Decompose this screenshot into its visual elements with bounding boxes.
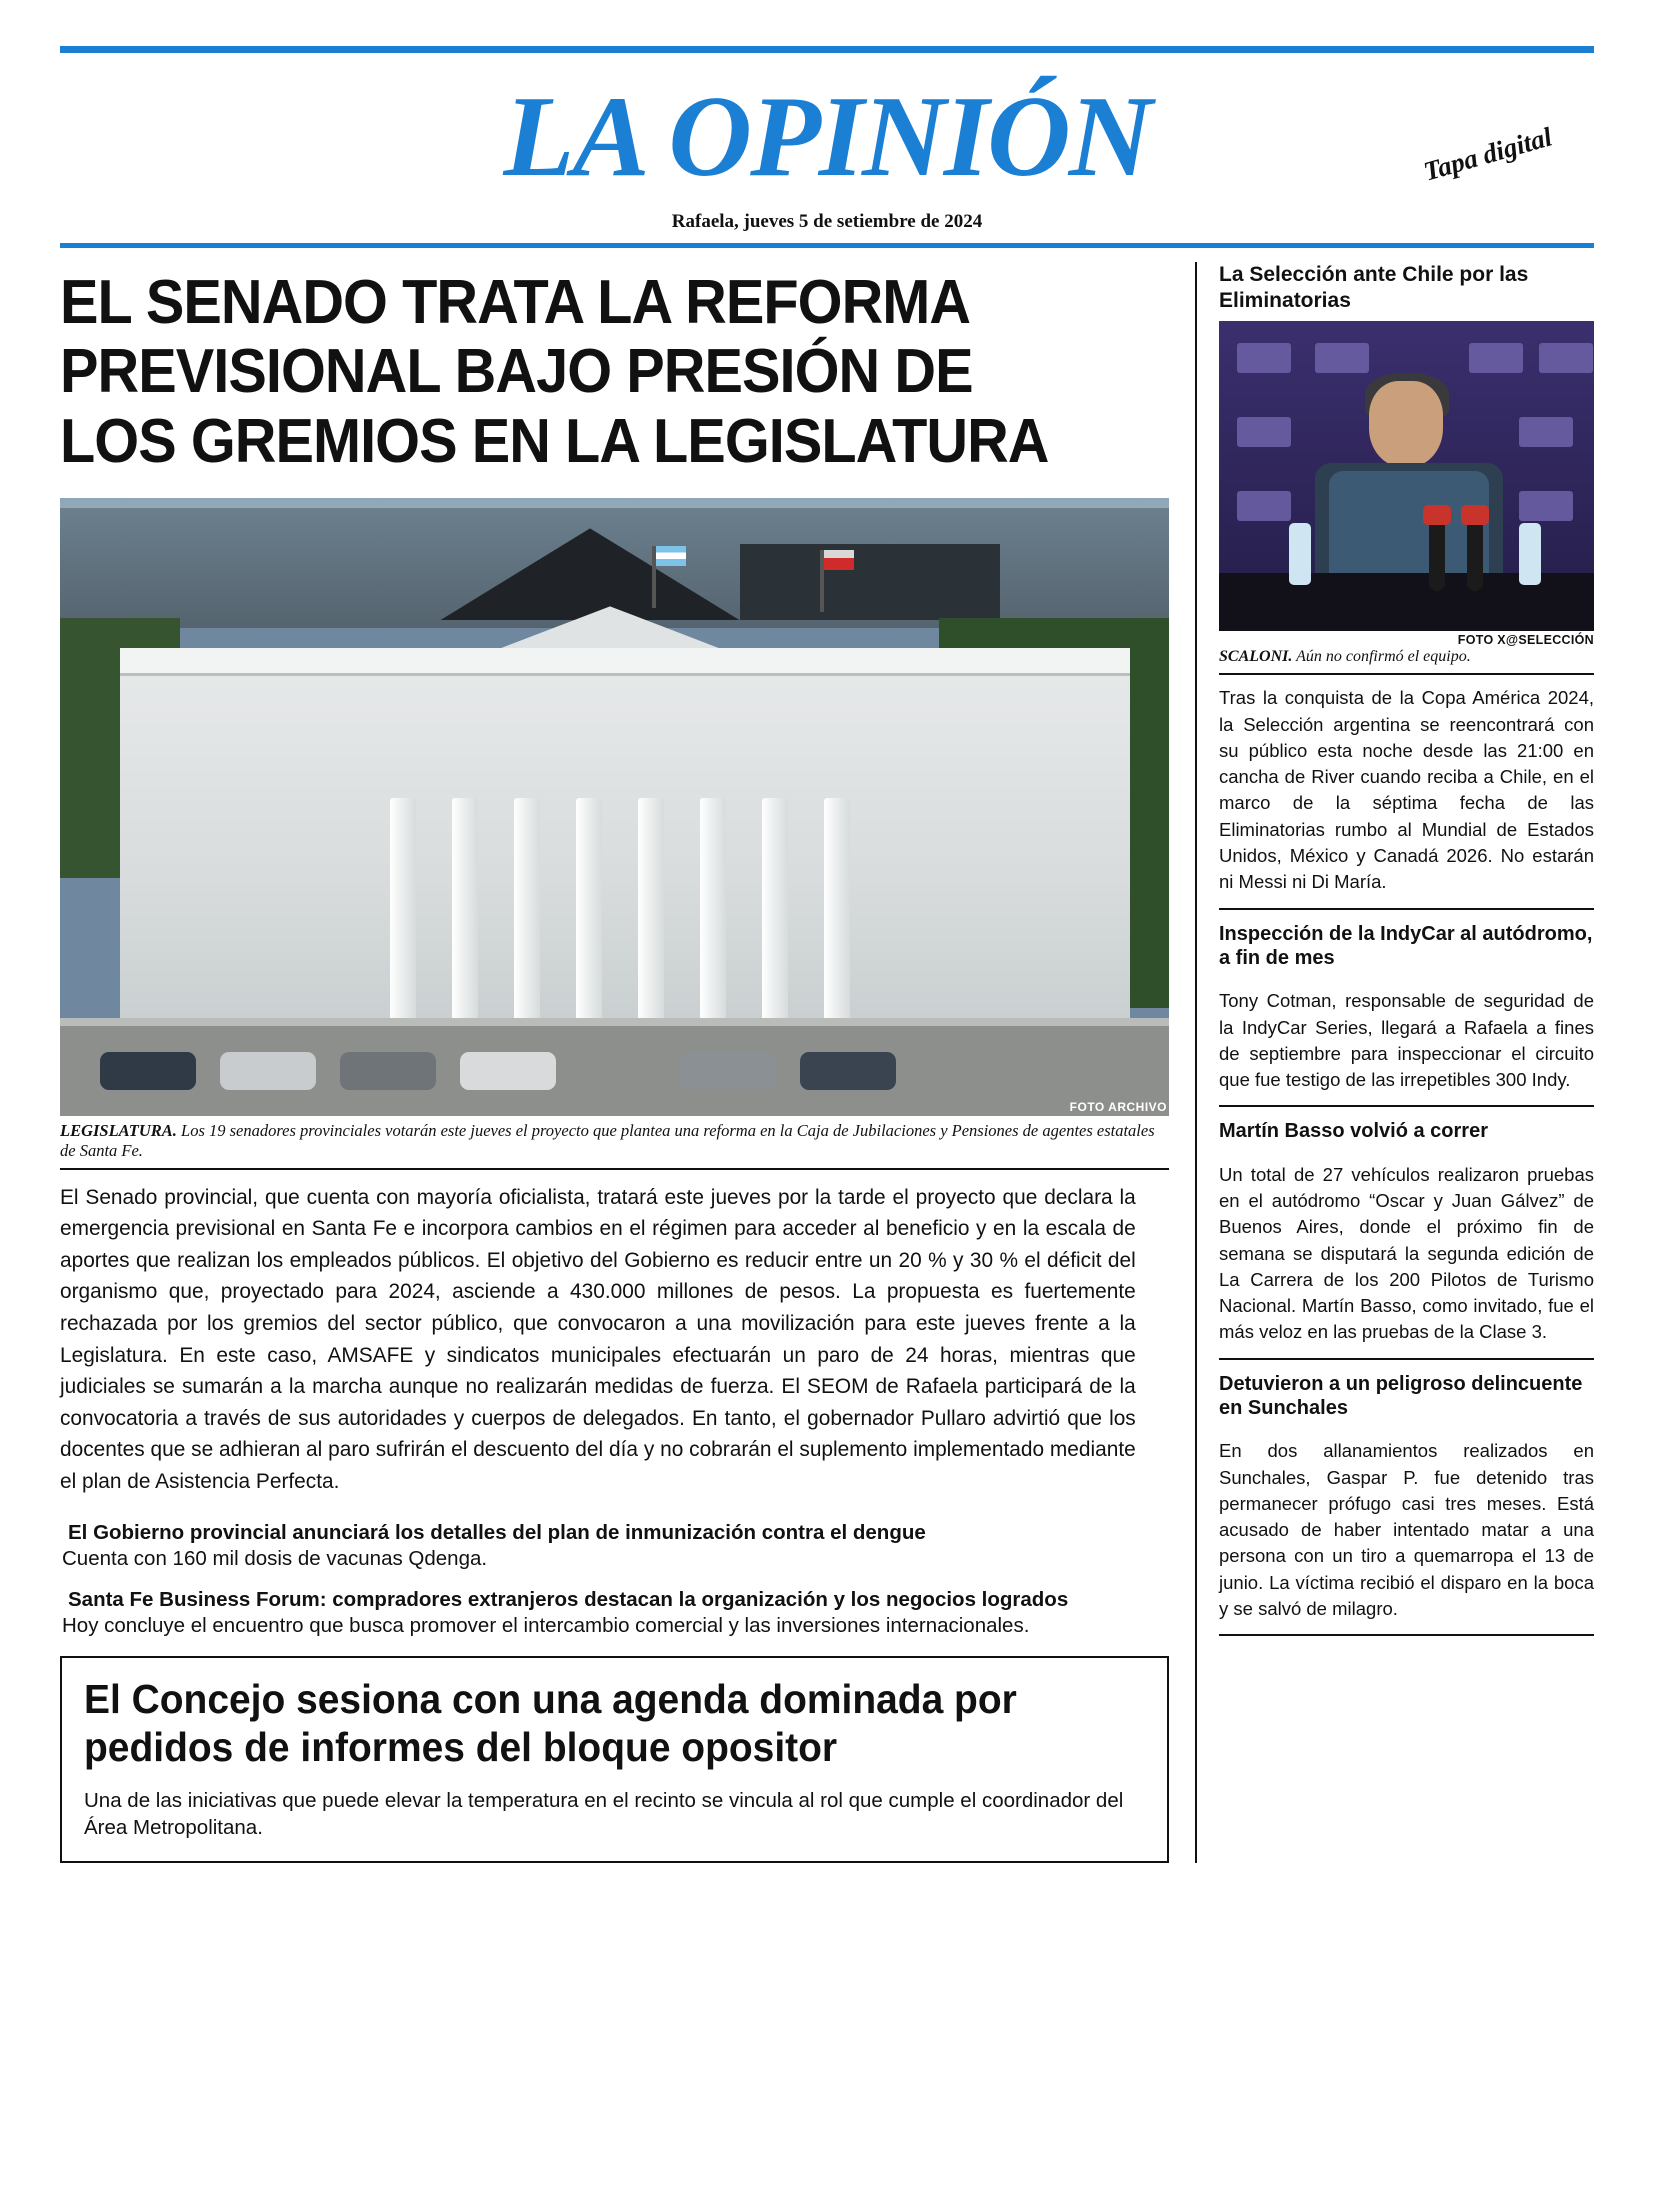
- sidebar-item-body: Un total de 27 vehículos realizaron pruebas en el autódromo “Oscar y Juan Gálvez” de Buenos Aires, donde el próximo fin de semana se disputará la segunda edición de La Carrera de los 200 Pilotos de Turismo Nacional. Martín Basso, como invitado, fue el más veloz en las pruebas de la Clase 3.: [1219, 1152, 1594, 1360]
- photo-credit: FOTO ARCHIVO: [1069, 1100, 1167, 1115]
- photo-car: [680, 1052, 776, 1090]
- photo-flag-santafe: [820, 550, 824, 612]
- sidebar-photo-caption: [1219, 647, 1594, 675]
- brief-subtext: Cuenta con 160 mil dosis de vacunas Qdenga.: [62, 1547, 488, 1571]
- brief-headline: Santa Fe Business Forum: compradores extranjeros destacan la organización y los negocios logrados: [68, 1587, 1069, 1611]
- article-body: El Senado provincial, que cuenta con mayoría oficialista, tratará este jueves por la tarde el proyecto que declara la emergencia previsional en Santa Fe e incorpora cambios en el régimen para acceder al beneficio y en la escala de aportes que realizan los empleados públicos. El objetivo del Gobierno es reducir entre un 20 % y 30 % el déficit del organismo que, proyectado para 2024, asciende a 430.000 millones de pesos. La propuesta es fuertemente rechazada por los gremios del sector público, que convocaron a una movilización para este jueves frente a la Legislatura. En este caso, AMSAFE y sindicatos municipales efectuarán un paro de 24 horas, mientras que judiciales se sumarán a la marcha aunque no realizarán medidas de fuerza. El SEOM de Rafaela participará de la convocatoria a través de sus autoridades y cuerpos de delegados. En tanto, el gobernador Pullaro advirtió que los docentes que se adhieran al paro sufrirán el descuento del día y no cobrarán el suplemento implementado mediante el plan de Asistencia Perfecta.: [60, 1184, 1136, 1493]
- sidebar-item-body: En dos allanamientos realizados en Sunchales, Gaspar P. fue detenido tras permanecer prófugo casi tres meses. Está acusado de haber intentado matar a una persona con un tiro a quemarropa el 13 de junio. La víctima recibió el disparo en la boca y se salvó de milagro.: [1219, 1428, 1594, 1636]
- water-bottle: [1289, 523, 1311, 585]
- photo-columns: [390, 798, 860, 1028]
- sidebar-item-body: Tony Cotman, responsable de seguridad de la IndyCar Series, llegará a Rafaela a fines de septiembre para inspeccionar el circuito que fue testigo de las irrepetibles 300 Indy.: [1219, 978, 1594, 1107]
- brief-item[interactable]: [60, 1520, 1169, 1573]
- lead-photo: [60, 498, 1169, 1116]
- masthead-rule: [60, 243, 1594, 248]
- sidebar-lead-title: La Selección ante Chile por las Eliminatorias: [1219, 263, 1529, 312]
- photo-caption-text: Los 19 senadores provinciales votarán este jueves el proyecto que plantea una reforma en la Caja de Jubilaciones y Pensiones de agentes estatales de Santa Fe.: [60, 1121, 1155, 1161]
- sidebar-photo-credit: FOTO X@SELECCIÓN: [1457, 633, 1594, 648]
- photo-flag-argentina: [652, 546, 656, 608]
- photo-car: [800, 1052, 896, 1090]
- secondary-story-headline: El Concejo sesiona con una agenda dominada por pedidos de informes del bloque opositor: [84, 1676, 1017, 1770]
- sidebar-caption-lead: SCALONI.: [1219, 648, 1293, 666]
- microphone: [1467, 519, 1483, 591]
- page-content: [60, 262, 1594, 1863]
- sidebar-lead-photo: [1219, 321, 1594, 631]
- secondary-story-box[interactable]: [60, 1656, 1169, 1863]
- sidebar-lead-body: Tras la conquista de la Copa América 2024, la Selección argentina se reencontrará con su público esta noche desde las 21:00 en cancha de River cuando reciba a Chile, en el marco de la séptima fecha de las Eliminatorias rumbo al Mundial de Estados Unidos, México y Canadá 2026. No estarán ni Messi ni Di María.: [1219, 675, 1594, 909]
- sidebar-column: [1195, 262, 1594, 1863]
- sidebar-item-title: Detuvieron a un peligroso delincuente en Sunchales: [1219, 1372, 1583, 1420]
- sidebar-item-indycar[interactable]: [1219, 910, 1594, 1108]
- water-bottle: [1519, 523, 1541, 585]
- microphone: [1429, 519, 1445, 591]
- photo-car: [100, 1052, 196, 1090]
- main-column: [60, 262, 1195, 1863]
- brief-item[interactable]: [60, 1587, 1169, 1640]
- photo-car: [220, 1052, 316, 1090]
- secondary-story-subtext: Una de las iniciativas que puede elevar la temperatura en el recinto se vincula al rol que cumple el coordinador del Área Metropolitana.: [84, 1789, 1124, 1840]
- sidebar-item-sunchales[interactable]: [1219, 1360, 1594, 1637]
- top-rule: [60, 46, 1594, 53]
- photo-building-cornice: [120, 648, 1130, 676]
- photo-caption-lead: LEGISLATURA.: [60, 1121, 177, 1141]
- photo-caption: [60, 1121, 1169, 1169]
- sidebar-caption-text: Aún no confirmó el equipo.: [1292, 648, 1471, 666]
- brief-subtext: Hoy concluye el encuentro que busca promover el intercambio comercial y las inversiones internacionales.: [62, 1614, 1030, 1638]
- photo-roof-dark-2: [740, 544, 1000, 620]
- masthead: [60, 53, 1594, 233]
- main-headline: EL SENADO TRATA LA REFORMA PREVISIONAL BAJO PRESIÓN DE LOS GREMIOS EN LA LEGISLATURA: [60, 268, 1049, 476]
- sidebar-item-basso[interactable]: [1219, 1107, 1594, 1359]
- sidebar-item-title: Martín Basso volvió a correr: [1219, 1120, 1488, 1143]
- coach-face: [1369, 381, 1443, 467]
- coach-jacket: [1329, 471, 1489, 583]
- brief-headline: El Gobierno provincial anunciará los detalles del plan de inmunización contra el dengue: [68, 1520, 926, 1544]
- newspaper-logo: LA OPINIÓN: [503, 73, 1151, 201]
- dateline: Rafaela, jueves 5 de setiembre de 2024: [671, 211, 983, 232]
- photo-car: [340, 1052, 436, 1090]
- sidebar-item-title: Inspección de la IndyCar al autódromo, a fin de mes: [1219, 922, 1593, 969]
- tapa-digital-badge: Tapa digital: [1420, 121, 1556, 187]
- photo-car: [460, 1052, 556, 1090]
